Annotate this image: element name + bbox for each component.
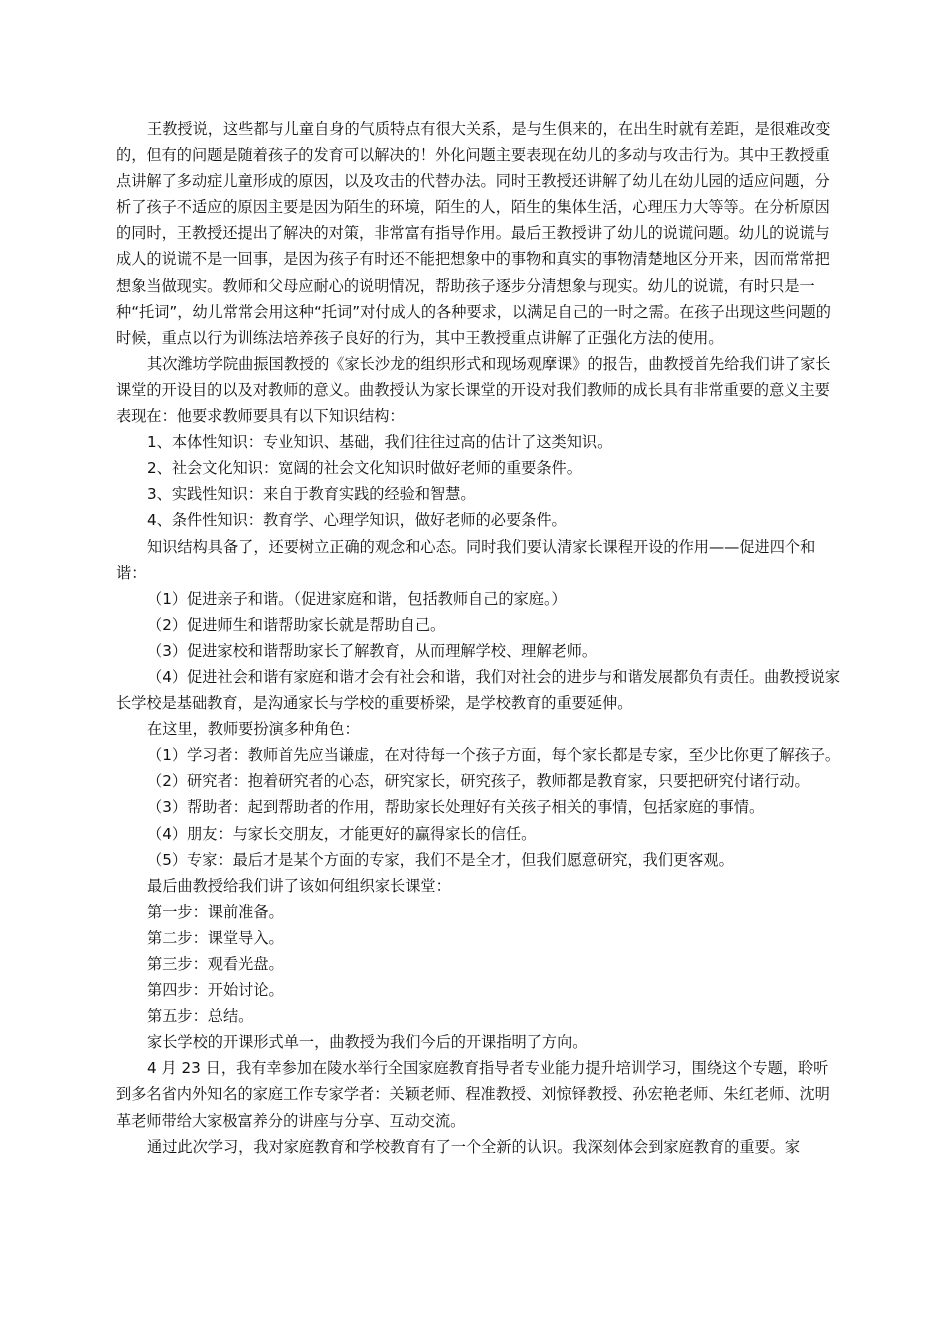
paragraph-roles-intro: 在这里，教师要扮演多种角色：	[147, 720, 360, 739]
knowledge-item-3: 3、实践性知识：来自于教育实践的经验和智慧。	[147, 485, 476, 504]
paragraph-qu-summary: 家长学校的开课形式单一，曲教授为我们今后的开课指明了方向。	[147, 1033, 588, 1052]
paragraph-reflection: 通过此次学习，我对家庭教育和学校教育有了一个全新的认识。我深刻体会到家庭教育的重要。家	[147, 1137, 801, 1156]
knowledge-item-4: 4、条件性知识：教育学、心理学知识，做好老师的必要条件。	[147, 511, 567, 530]
role-item-1: （1）学习者：教师首先应当谦虚，在对待每一个孩子方面，每个家长都是专家，至少比你更了解孩子。	[147, 746, 841, 765]
knowledge-item-1: 1、本体性知识：专业知识、基础，我们往往过高的估计了这类知识。	[147, 433, 613, 452]
role-item-5: （5）专家：最后才是某个方面的专家，我们不是全才，但我们愿意研究，我们更客观。	[147, 850, 734, 869]
step-item-1: 第一步：课前准备。	[147, 902, 284, 921]
harmony-item-2: （2）促进师生和谐帮助家长就是帮助自己。	[147, 615, 446, 634]
harmony-item-1: （1）促进亲子和谐。（促进家庭和谐，包括教师自己的家庭。）	[147, 589, 567, 608]
paragraph-four-harmonies: 知识结构具备了，还要树立正确的观念和心态。同时我们要认清家长课程开设的作用——促进四个和谐：	[116, 537, 816, 582]
harmony-item-4: （4）促进社会和谐有家庭和谐才会有社会和谐，我们对社会的进步与和谐发展都负有责任。曲教授说家长学校是基础教育，是沟通家长与学校的重要桥梁，是学校教育的重要延伸。	[116, 667, 841, 713]
role-item-4: （4）朋友：与家长交朋友，才能更好的赢得家长的信任。	[147, 824, 537, 843]
role-item-2: （2）研究者：抱着研究者的心态，研究家长，研究孩子，教师都是教育家，只要把研究付诸行动。	[147, 772, 810, 791]
paragraph-qu-report: 其次潍坊学院曲振国教授的《家长沙龙的组织形式和现场观摩课》的报告，曲教授首先给我们讲了家长课堂的开设目的以及对教师的意义。曲教授认为家长课堂的开设对我们教师的成长具有非常重要的意义主要表现在：他要求教师要具有以下知识结构：	[116, 354, 831, 426]
paragraph-wang-lecture: 王教授说，这些都与儿童自身的气质特点有很大关系，是与生俱来的，在出生时就有差距，是很难改变的，但有的问题是随着孩子的发育可以解决的！外化问题主要表现在幼儿的多动与攻击行为。其中王教授重点讲解了多动症儿童形成的原因，以及攻击的代替办法。同时王教授还讲解了幼儿在幼儿园的适应问题，分析了孩子不适应的原因主要是因为陌生的环境，陌生的人，陌生的集体生活，心理压力大等等。在分析原因的同时，王教授还提出了解决的对策，非常富有指导作用。最后王教授讲了幼儿的说谎问题。幼儿的说谎与成人的说谎不是一回事，是因为孩子有时还不能把想象中的事物和真实的事物清楚地区分开来，因而常常把想象当做现实。教师和父母应耐心的说明情况，帮助孩子逐步分清想象与现实。幼儿的说谎，有时只是一种“托词”，幼儿常常会用这种“托词”对付成人的各种要求，以满足自己的一时之需。在孩子出现这些问题的时候，重点以行为训练法培养孩子良好的行为，其中王教授重点讲解了正强化方法的使用。	[116, 120, 831, 347]
step-item-2: 第二步：课堂导入。	[147, 928, 284, 947]
step-item-3: 第三步：观看光盘。	[147, 955, 284, 973]
knowledge-item-2: 2、社会文化知识：宽阔的社会文化知识时做好老师的重要条件。	[147, 459, 582, 478]
step-item-5: 第五步：总结。	[147, 1007, 254, 1026]
harmony-item-3: （3）促进家校和谐帮助家长了解教育，从而理解学校、理解老师。	[147, 641, 598, 660]
paragraph-steps-intro: 最后曲教授给我们讲了该如何组织家长课堂：	[147, 876, 451, 895]
step-item-4: 第四步：开始讨论。	[147, 981, 284, 1000]
paragraph-lingshui-training: 4 月 23 日，我有幸参加在陵水举行全国家庭教育指导者专业能力提升培训学习，围绕这个专题，聆听到多名省内外知名的家庭工作专家学者：关颖老师、程准教授、刘惊铎教授、孙宏艳老师、朱红老师、沈明革老师带给大家极富养分的讲座与分享、互动交流。	[116, 1059, 830, 1130]
document-body	[116, 116, 841, 1160]
role-item-3: （3）帮助者：起到帮助者的作用，帮助家长处理好有关孩子相关的事情，包括家庭的事情。	[147, 798, 765, 817]
